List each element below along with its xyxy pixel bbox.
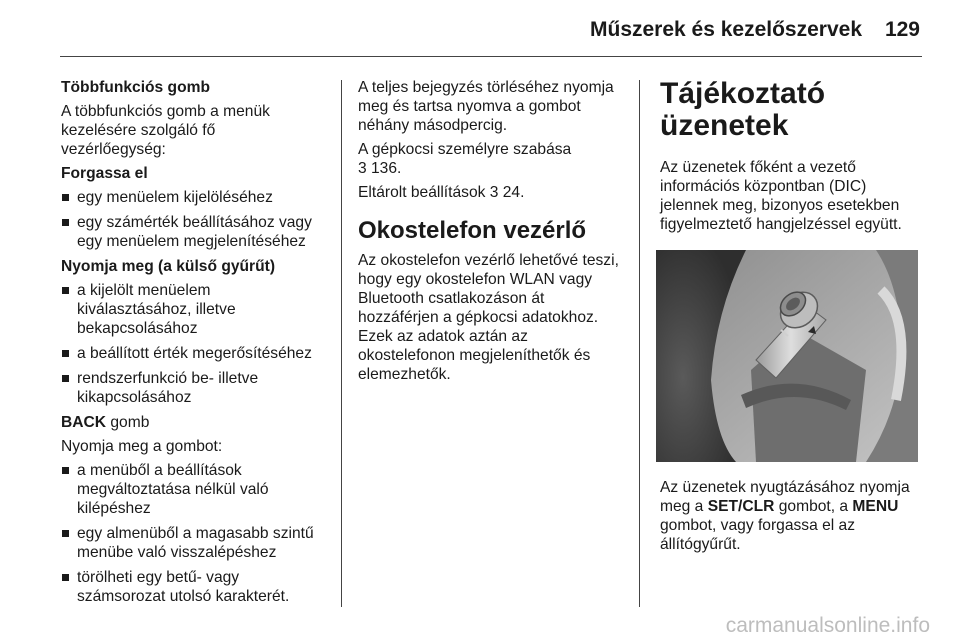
text-line: figyelmeztető hangjelzéssel együtt. [660,216,902,233]
list-item [61,188,336,207]
text-line: kilépéshez [77,500,151,517]
column-divider-2 [639,80,640,607]
info-messages-heading: Tájékoztató üzenetek [660,77,826,142]
text-line: egy számérték beállításához vagy [77,214,312,231]
text-line: gombot, vagy forgassa el az [660,517,856,534]
text-line: megváltoztatása nélkül való [77,481,269,498]
list-item [61,281,336,338]
text-line: Az üzenetek főként a vezető [660,159,856,176]
text-line: meg és tartsa nyomva a gombot [358,98,581,115]
stalk-illustration [656,250,918,462]
text-line: kiválasztásához, illetve [77,301,236,318]
default-settings-paragraph [358,183,634,202]
text-line: egy menüelem kijelöléséhez [77,189,273,206]
page-number: 129 [884,18,920,41]
watermark: carmanualsonline.info [725,614,930,637]
delete-entry-paragraph [358,78,634,135]
text-line: A teljes bejegyzés törléséhez nyomja [358,79,614,96]
turn-bullet-list [61,188,336,251]
page-reference: 3 136. [358,160,402,177]
text-line: bekapcsolásához [77,320,198,337]
list-item [61,213,336,251]
smartphone-paragraph [358,251,634,384]
text-line: információs központban (DIC) [660,178,867,195]
column-3 [660,78,925,559]
text-line: elemezhetők. [358,366,451,383]
text-line: Eltárolt beállítások [358,184,490,201]
page-reference: 3 24. [489,184,525,201]
back-suffix: gomb [106,414,150,431]
list-item [61,369,336,407]
set-clr-button-label: SET/CLR [707,498,775,515]
stalk-photo [656,250,918,462]
text-line: törölheti egy betű- vagy [77,569,240,586]
text-line: a beállított érték megerősítéséhez [77,345,312,362]
list-item [61,461,336,518]
multifunction-knob-heading: Többfunkciós gomb [61,79,210,96]
header-divider [60,56,922,57]
text-line: kikapcsolásához [77,389,192,406]
list-item [61,344,336,363]
text-line: néhány másodpercig. [358,117,508,134]
text-line: állítógyűrűt. [660,536,741,553]
text-line: Az okostelefon vezérlő lehetővé teszi, [358,252,619,269]
smartphone-controller-heading: Okostelefon vezérlő [358,217,587,244]
text-line: egy menüelem megjelenítéséhez [77,233,306,250]
list-item [61,524,336,562]
personalization-paragraph [358,140,634,178]
press-bullet-list [61,281,336,407]
text-line: jelennek meg, bizonyos esetekben [660,197,900,214]
text-line: Bluetooth csatlakozáson át [358,290,545,307]
text-line: vezérlőegység: [61,141,166,158]
text-line: hogy egy okostelefon WLAN vagy [358,271,593,288]
text-line: számsorozat utolsó karakterét. [77,588,290,605]
info-messages-paragraph [660,158,925,234]
text-line: a kijelölt menüelem [77,282,211,299]
text-line: Ezek az adatok aztán az [358,328,528,345]
back-label: BACK [61,414,107,431]
column-divider-1 [341,80,342,607]
back-bullet-list [61,461,336,606]
press-button-label: Nyomja meg a gombot: [61,438,223,455]
text-line: egy almenüből a magasabb szintű [77,525,314,542]
text-line: rendszerfunkció be- illetve [77,370,259,387]
intro-paragraph [61,102,336,159]
back-button-heading [61,413,336,432]
column-2 [358,78,634,389]
menu-button-label: MENU [852,498,899,515]
press-label: Nyomja meg (a külső gyűrűt) [61,258,276,275]
text-line: meg a [660,498,708,515]
list-item [61,568,336,606]
text-line: menübe való visszalépéshez [77,544,277,561]
text-line: kezelésére szolgáló fő [61,122,216,139]
text-line: gombot, a [774,498,853,515]
column-1 [61,78,336,612]
text-line: a menüből a beállítások [77,462,242,479]
text-line: okostelefonon megjeleníthetők és [358,347,591,364]
text-line: A többfunkciós gomb a menük [61,103,270,120]
page-header-title: Műszerek és kezelőszervek [590,18,863,41]
acknowledge-paragraph [660,478,925,554]
turn-label: Forgassa el [61,165,148,182]
text-line: hozzáférjen a gépkocsi adatokhoz. [358,309,599,326]
text-line: Az üzenetek nyugtázásához nyomja [660,479,910,496]
text-line: A gépkocsi személyre szabása [358,141,572,158]
